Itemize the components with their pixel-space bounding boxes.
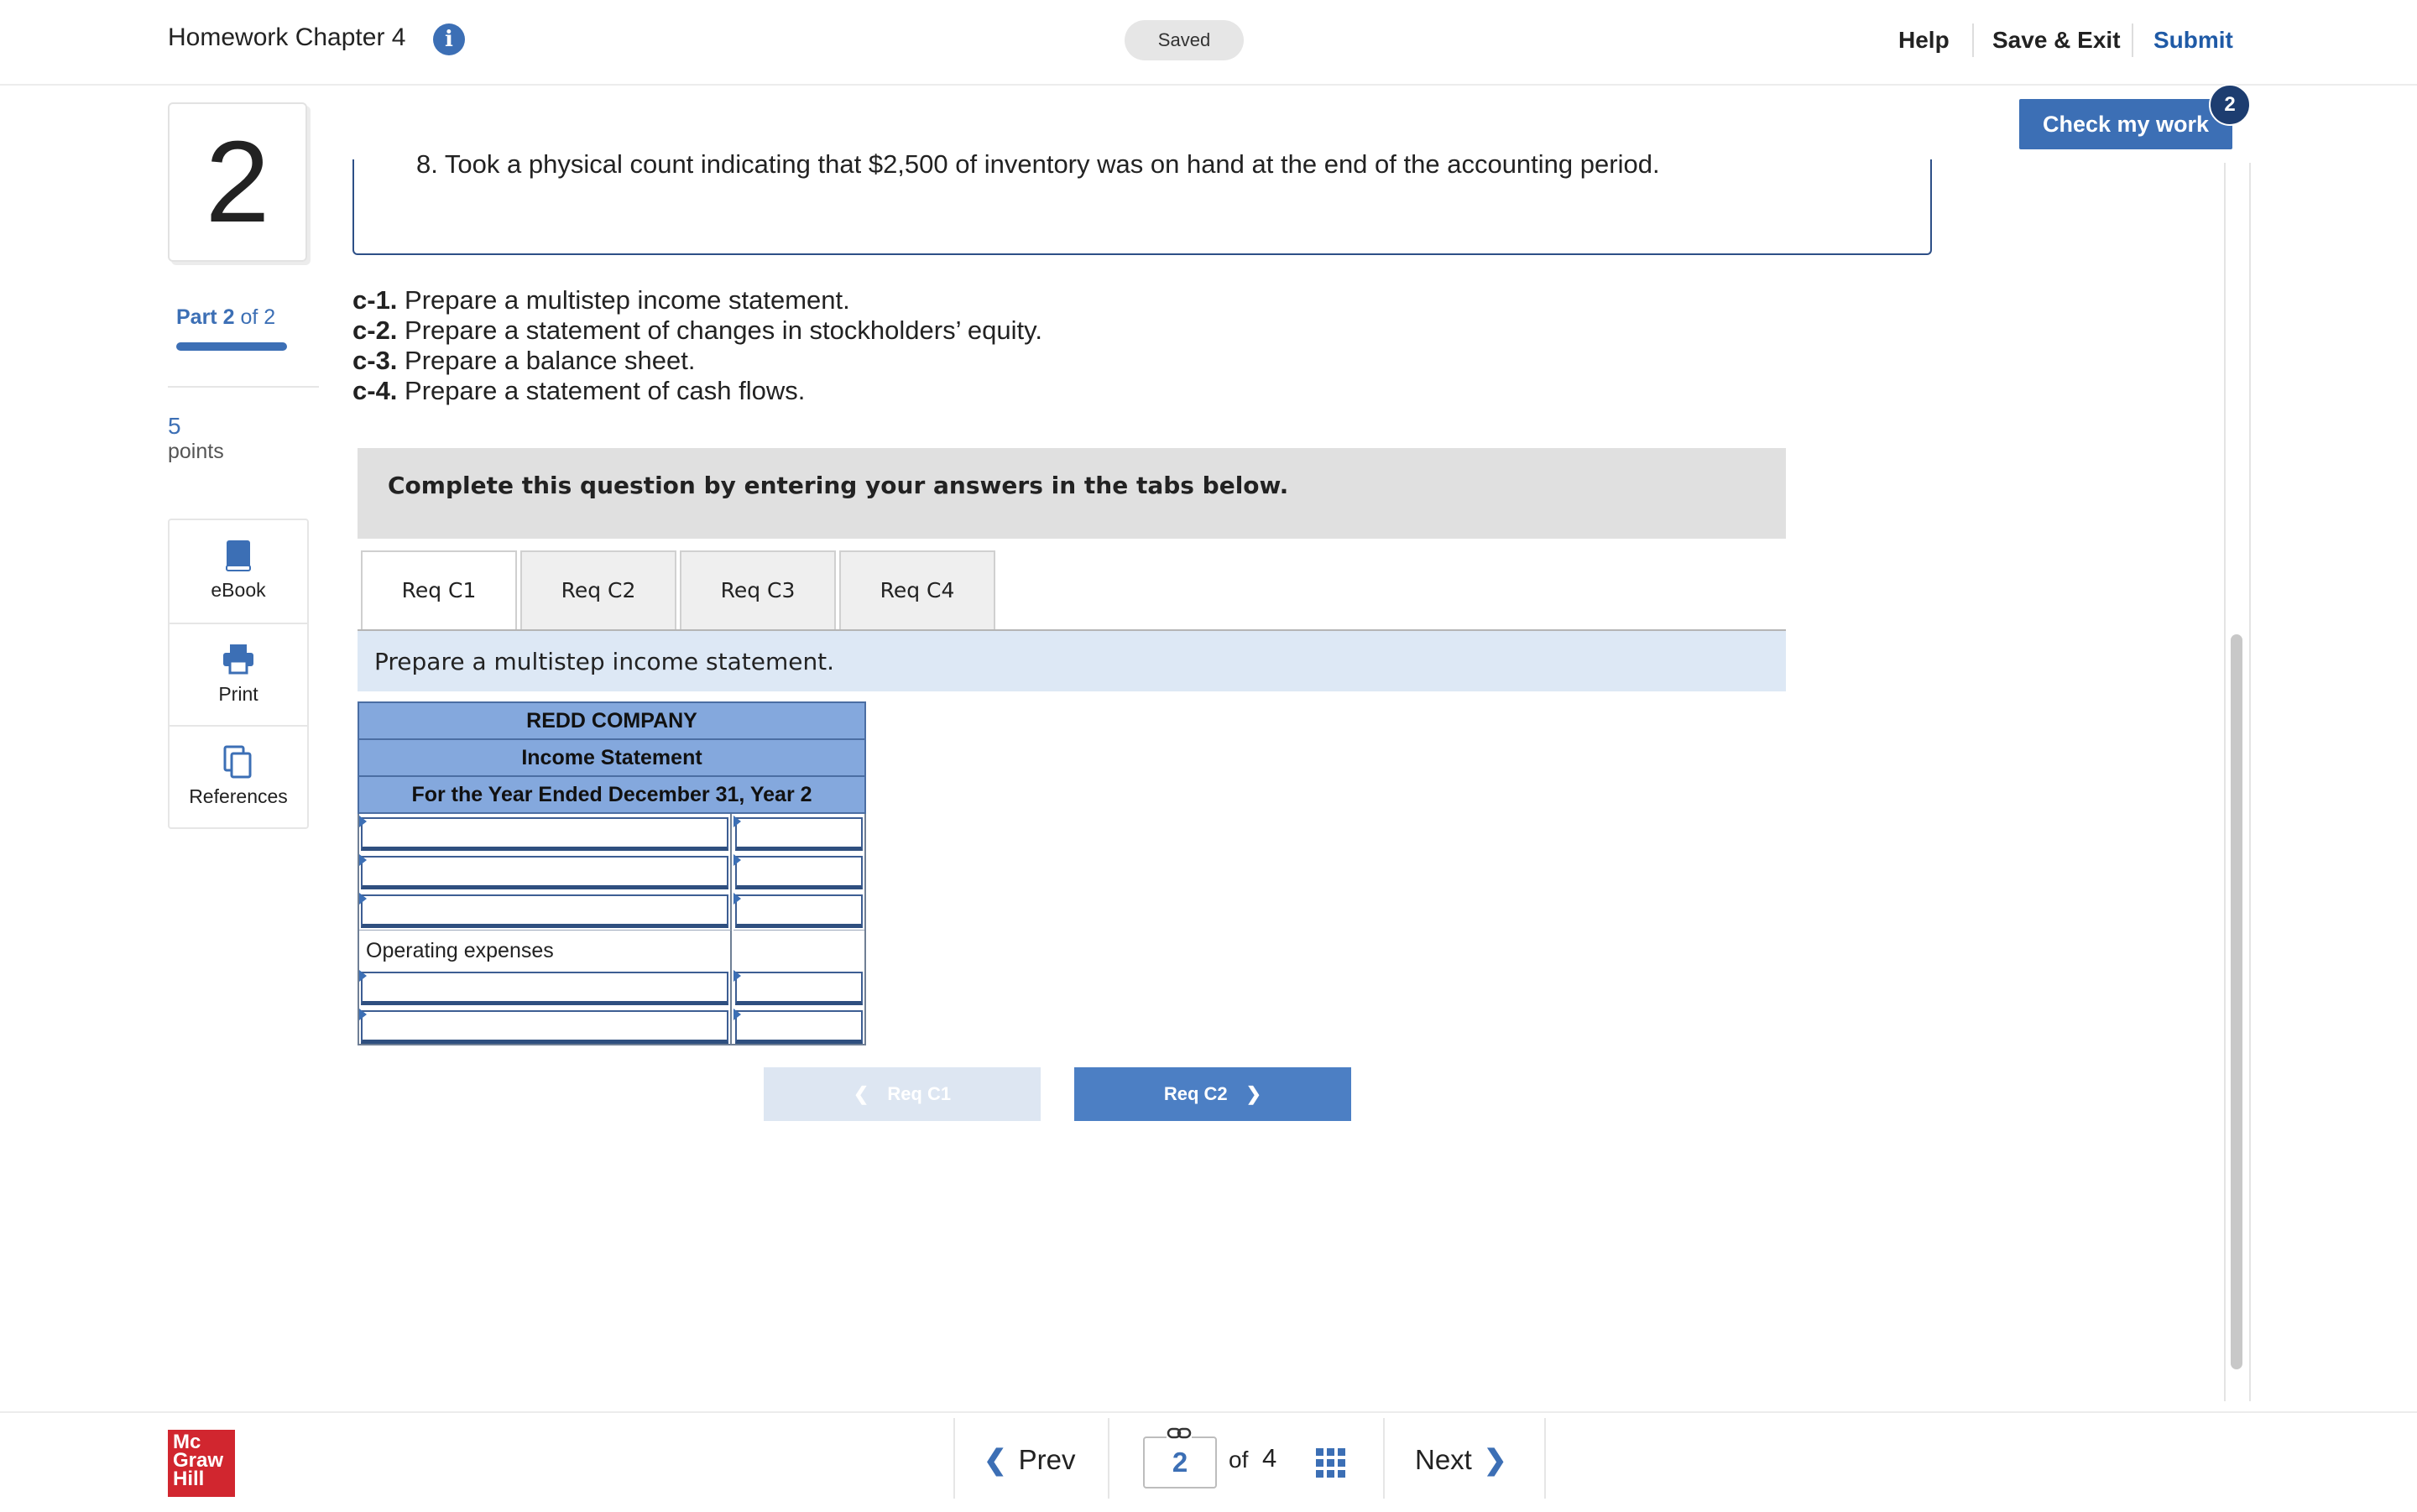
- check-my-work-button[interactable]: Check my work: [2019, 99, 2232, 149]
- part-current: 2: [222, 305, 235, 329]
- of-label: of: [1229, 1447, 1249, 1473]
- dropdown-arrow-icon: [359, 854, 367, 866]
- printer-icon: [220, 641, 257, 678]
- part-total: of 2: [240, 305, 276, 329]
- dropdown-arrow-icon: [733, 854, 741, 866]
- help-link[interactable]: Help: [1898, 27, 1950, 53]
- references-button[interactable]: [170, 725, 307, 827]
- dropdown-arrow-icon: [733, 893, 741, 905]
- attempts-badge: 2: [2209, 84, 2251, 126]
- operating-expenses-label: Operating expenses: [366, 939, 554, 962]
- table-row: [358, 930, 866, 968]
- sidebar-divider: [168, 386, 319, 388]
- book-icon: [220, 537, 257, 574]
- amount-input[interactable]: [735, 1010, 863, 1044]
- saved-status-badge: Saved: [1125, 20, 1244, 60]
- income-statement-table: [358, 701, 866, 1045]
- table-row: [358, 968, 866, 1007]
- requirement-item: c-1. Prepare a multistep income statement.: [352, 285, 850, 315]
- footer-divider: [1108, 1418, 1109, 1499]
- prev-req-button[interactable]: [764, 1067, 1041, 1121]
- amount-input[interactable]: [735, 817, 863, 851]
- part-progress-bar: [176, 342, 287, 351]
- header-divider: [2132, 23, 2133, 57]
- next-label: Next: [1415, 1444, 1472, 1475]
- dropdown-arrow-icon: [733, 816, 741, 827]
- instruction-text: Complete this question by entering your answers in the tabs below.: [388, 472, 1289, 499]
- chevron-right-icon: ❯: [1245, 1083, 1262, 1104]
- footer-divider: [953, 1418, 955, 1499]
- submit-link[interactable]: Submit: [2153, 27, 2233, 53]
- amount-input[interactable]: [735, 856, 863, 889]
- table-row: [358, 891, 866, 930]
- dropdown-arrow-icon: [733, 1009, 741, 1020]
- account-dropdown[interactable]: [361, 817, 728, 851]
- account-dropdown[interactable]: [361, 856, 728, 889]
- question-number: 2: [168, 102, 307, 262]
- dropdown-arrow-icon: [733, 970, 741, 982]
- info-icon[interactable]: i: [433, 23, 465, 55]
- save-exit-link[interactable]: Save & Exit: [1992, 27, 2121, 53]
- dropdown-arrow-icon: [359, 1009, 367, 1020]
- tab-description: Prepare a multistep income statement.: [374, 648, 835, 675]
- requirements-list: [352, 285, 1042, 406]
- page-number-input[interactable]: 2: [1143, 1436, 1217, 1489]
- prev-question-button[interactable]: [984, 1443, 1076, 1476]
- footer-divider: [1544, 1418, 1546, 1499]
- references-label: References: [189, 785, 288, 807]
- tab-req-c3[interactable]: Req C3: [680, 550, 836, 629]
- account-dropdown[interactable]: [361, 1010, 728, 1044]
- footer-divider: [1383, 1418, 1385, 1499]
- dropdown-arrow-icon: [359, 816, 367, 827]
- prev-label: Prev: [1018, 1444, 1076, 1475]
- table-row: [358, 852, 866, 891]
- ebook-button[interactable]: [170, 520, 307, 621]
- tab-req-c1[interactable]: Req C1: [361, 550, 517, 633]
- points-value: 5: [168, 413, 181, 439]
- header-divider: [1972, 23, 1974, 57]
- chevron-left-icon: ❮: [853, 1083, 869, 1104]
- dropdown-arrow-icon: [359, 970, 367, 982]
- print-label: Print: [218, 683, 258, 705]
- requirement-item: c-2. Prepare a statement of changes in stockholders’ equity.: [352, 315, 1042, 345]
- scrollbar-thumb[interactable]: [2231, 634, 2242, 1369]
- requirement-item: c-3. Prepare a balance sheet.: [352, 346, 696, 375]
- tab-req-c2[interactable]: Req C2: [520, 550, 676, 629]
- problem-item-text: 8. Took a physical count indicating that $2,500 of inventory was on hand at the end of the accounting period.: [416, 149, 1660, 179]
- total-pages: 4: [1262, 1443, 1277, 1473]
- part-indicator: [176, 305, 275, 330]
- chevron-left-icon: ❮: [984, 1444, 1007, 1475]
- company-name: REDD COMPANY: [358, 701, 866, 740]
- statement-name: Income Statement: [358, 740, 866, 777]
- part-prefix: Part: [176, 305, 217, 329]
- account-dropdown[interactable]: [361, 972, 728, 1005]
- ebook-label: eBook: [211, 579, 266, 601]
- chevron-right-icon: ❯: [1483, 1444, 1507, 1475]
- next-req-button[interactable]: [1074, 1067, 1351, 1121]
- requirement-item: c-4. Prepare a statement of cash flows.: [352, 376, 806, 405]
- table-row: [358, 814, 866, 852]
- next-req-label: Req C2: [1163, 1083, 1228, 1104]
- statement-period: For the Year Ended December 31, Year 2: [358, 777, 866, 814]
- prev-req-label: Req C1: [887, 1083, 952, 1104]
- assignment-title: Homework Chapter 4: [168, 23, 406, 51]
- account-dropdown[interactable]: [361, 894, 728, 928]
- grid-icon[interactable]: [1316, 1448, 1346, 1483]
- empty-cell: [733, 930, 864, 968]
- mcgraw-hill-logo: Mc Graw Hill: [168, 1430, 235, 1497]
- tools-panel: [168, 519, 309, 829]
- documents-icon: [220, 743, 257, 780]
- tab-req-c4[interactable]: Req C4: [839, 550, 995, 629]
- dropdown-arrow-icon: [359, 893, 367, 905]
- amount-input[interactable]: [735, 972, 863, 1005]
- next-question-button[interactable]: [1415, 1443, 1507, 1476]
- points-label: points: [168, 440, 224, 463]
- link-icon: [1167, 1426, 1192, 1440]
- table-row: [358, 1007, 866, 1045]
- amount-input[interactable]: [735, 894, 863, 928]
- print-button[interactable]: [170, 623, 307, 725]
